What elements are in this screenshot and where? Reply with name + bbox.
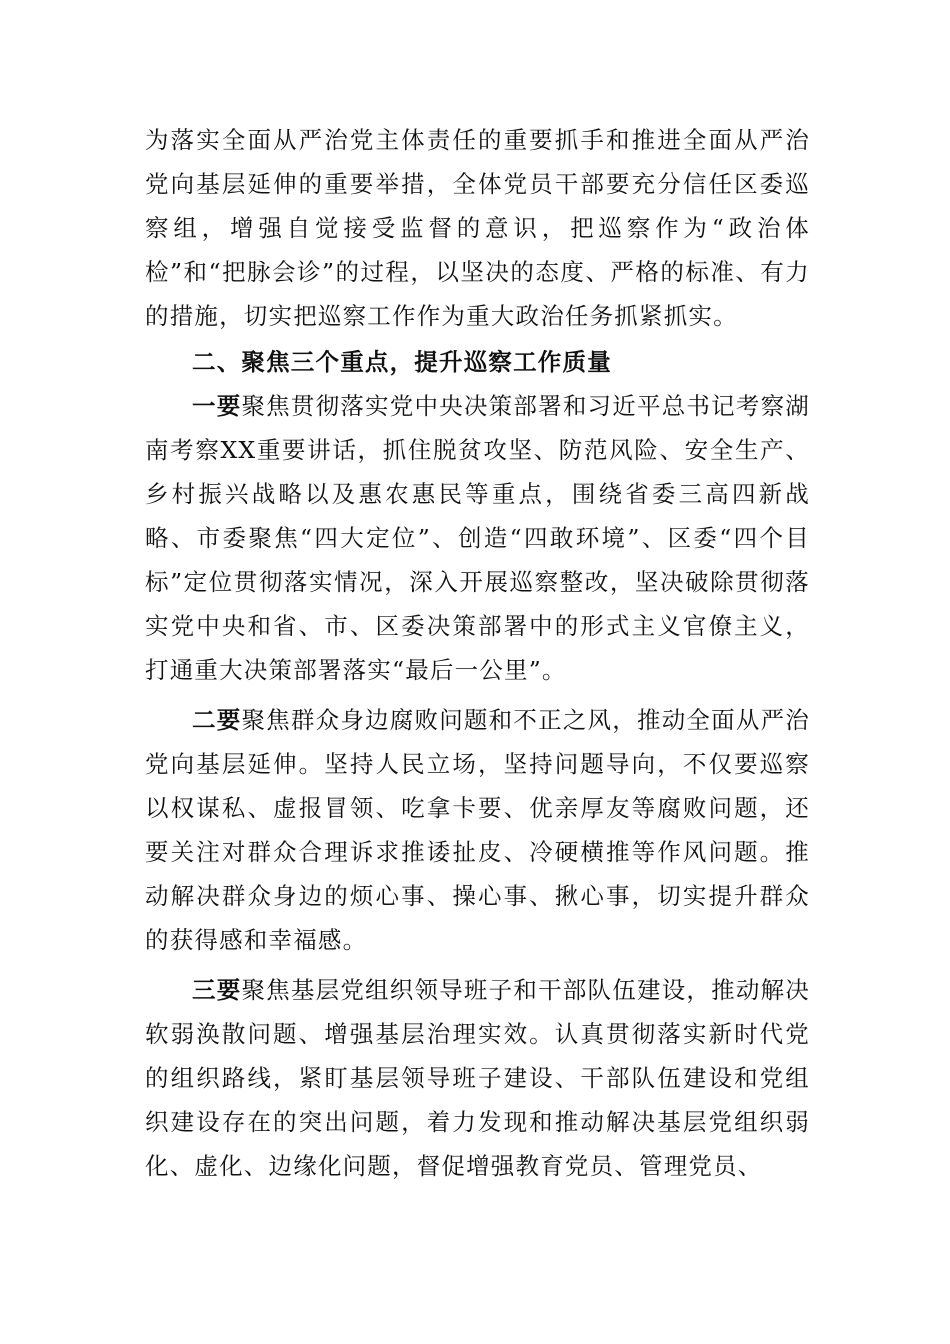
item-paragraph-1 [145,384,810,692]
document-page [145,118,810,1188]
item-lead-2: 二要 [192,706,242,734]
item-paragraph-3 [145,968,810,1188]
section-heading: 二、聚焦三个重点，提升巡察工作质量 [192,348,612,376]
item-text-2: 聚焦群众身边腐败问题和不正之风，推动全面从严治党向基层延伸。坚持人民立场，坚持问题导向，不仅要巡察以权谋私、虚报冒领、吃拿卡要、优亲厚友等腐败问题，还要关注对群众合理诉求推诿扯皮、冷硬横推等作风问题。推动解决群众身边的烦心事、操心事、揪心事，切实提升群众的获得感和幸福感。 [145,706,810,954]
item-text-3: 聚焦基层党组织领导班子和干部队伍建设，推动解决软弱涣散问题、增强基层治理实效。认真贯彻落实新时代党的组织路线，紧盯基层领导班子建设、干部队伍建设和党组织建设存在的突出问题，着力发现和推动解决基层党组织弱化、虚化、边缘化问题，督促增强教育党员、管理党员、 [145,976,810,1180]
paragraph-continuation: 为落实全面从严治党主体责任的重要抓手和推进全面从严治党向基层延伸的重要举措，全体党员干部要充分信任区委巡察组，增强自觉接受监督的意识，把巡察作为“政治体检”和“把脉会诊”的过程，以坚决的态度、严格的标准、有力的措施，切实把巡察工作作为重大政治任务抓紧抓实。 [145,126,810,330]
item-lead-1: 一要 [192,392,242,420]
item-paragraph-2 [145,698,810,962]
item-text-1: 聚焦贯彻落实党中央决策部署和习近平总书记考察湖南考察XX重要讲话，抓住脱贫攻坚、防范风险、安全生产、乡村振兴战略以及惠农惠民等重点，围绕省委三高四新战略、市委聚焦“四大定位”、创造“四敢环境”、区委“四个目标”定位贯彻落实情况，深入开展巡察整改，坚决破除贯彻落实党中央和省、市、区委决策部署中的形式主义官僚主义，打通重大决策部署落实“最后一公里”。 [145,392,810,684]
item-lead-3: 三要 [192,976,242,1004]
